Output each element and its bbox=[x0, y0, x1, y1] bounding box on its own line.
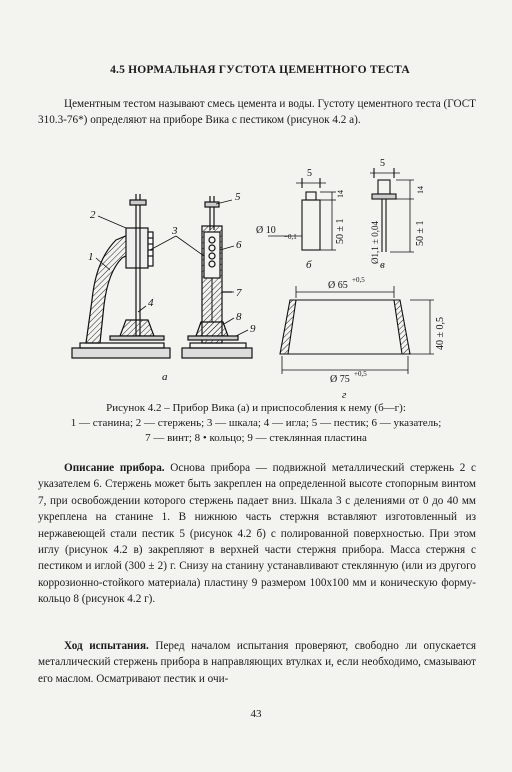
dim-needle-top: 5 bbox=[380, 158, 385, 169]
label-g: г bbox=[342, 389, 347, 401]
description-paragraph bbox=[38, 460, 476, 608]
dim-ring-bottom: Ø 75 bbox=[330, 374, 350, 385]
label-8: 8 bbox=[236, 311, 242, 323]
label-b: б bbox=[306, 259, 312, 271]
label-1: 1 bbox=[88, 251, 94, 263]
dim-ring-bottom-tolerance: +0,5 bbox=[354, 370, 367, 378]
label-7: 7 bbox=[236, 287, 242, 299]
ring-drawing bbox=[280, 286, 434, 374]
caption-line-3: 7 — винт; 8 • кольцо; 9 — стеклянная пластина bbox=[145, 432, 367, 444]
figure-caption bbox=[30, 401, 482, 446]
description-text: Основа прибора — подвижной металлический стержень 2 с указателем 6. Стержень может быть закреплен на определенной высоте стопорным винтом 7, при освобождении которого стержень падает вниз. Шкала 3 с делениями от 0 до 40 мм укреплена на станине 1. В нижнюю часть стержня вставляют изготовленный из нержавеющей стали пестик 5 (рисунок 4.2 б) с полированной поверхностью. При этом иглу (рисунок 4.2 в) закрепляют в верхней части стержня прибора. Масса стержня с пестиком и иглой (300 ± 2) г. Снизу на станину устанавливают стеклянную (или из другого коррозионно-стойкого материала) пластину 9 размером 100x100 мм и коническую форму-кольцо 8 (рисунок 4.2 г). bbox=[38, 462, 476, 606]
dim-plunger-top: 5 bbox=[307, 168, 312, 179]
label-5: 5 bbox=[235, 191, 241, 203]
label-v: в bbox=[380, 259, 385, 271]
dim-ring-height: 40 ± 0,5 bbox=[435, 317, 446, 350]
procedure-paragraph bbox=[38, 638, 476, 687]
figure-vicat-apparatus bbox=[0, 140, 512, 402]
apparatus-front-view bbox=[72, 194, 170, 358]
dim-plunger-14: 14 bbox=[336, 190, 345, 198]
plunger-drawing bbox=[268, 178, 336, 250]
label-9: 9 bbox=[250, 323, 256, 335]
dim-plunger-50: 50 ± 1 bbox=[335, 218, 346, 244]
label-6: 6 bbox=[236, 239, 242, 251]
description-lead: Описание прибора. bbox=[64, 462, 165, 474]
procedure-lead: Ход испытания. bbox=[64, 640, 149, 652]
intro-paragraph: Цементным тестом называют смесь цемента и воды. Густоту цементного теста (ГОСТ 310.3-76*) определяют на приборе Вика с пестиком (рисунок 4.2 а). bbox=[38, 98, 476, 127]
dim-ring-top-tolerance: +0,5 bbox=[352, 276, 365, 284]
dim-plunger-tolerance: −0,1 bbox=[284, 233, 297, 241]
label-a: а bbox=[162, 371, 168, 383]
caption-line-2: 1 — станина; 2 — стержень; 3 — шкала; 4 — игла; 5 — пестик; 6 — указатель; bbox=[70, 417, 442, 429]
procedure-text: Перед началом испытания проверяют, свободно ли опускается металлический стержень прибора в направляющих втулках и, если необходимо, смазывают его маслом. Осматривают пестик и очи- bbox=[38, 640, 476, 685]
label-3: 3 bbox=[172, 225, 178, 237]
dim-needle-50: 50 ± 1 bbox=[415, 220, 426, 246]
dim-ring-top: Ø 65 bbox=[328, 280, 348, 291]
caption-line-1: Рисунок 4.2 – Прибор Вика (а) и приспособления к нему (б—г): bbox=[106, 402, 406, 414]
section-title: 4.5 НОРМАЛЬНАЯ ГУСТОТА ЦЕМЕНТНОГО ТЕСТА bbox=[110, 64, 410, 76]
apparatus-side-view bbox=[182, 196, 252, 358]
page-number: 43 bbox=[250, 708, 262, 720]
dim-needle-14: 14 bbox=[416, 186, 425, 194]
label-2: 2 bbox=[90, 209, 96, 221]
label-4: 4 bbox=[148, 297, 154, 309]
dim-needle-diameter: Ø1,1 ± 0,04 bbox=[370, 221, 380, 264]
dim-plunger-diameter: Ø 10 bbox=[256, 225, 276, 236]
